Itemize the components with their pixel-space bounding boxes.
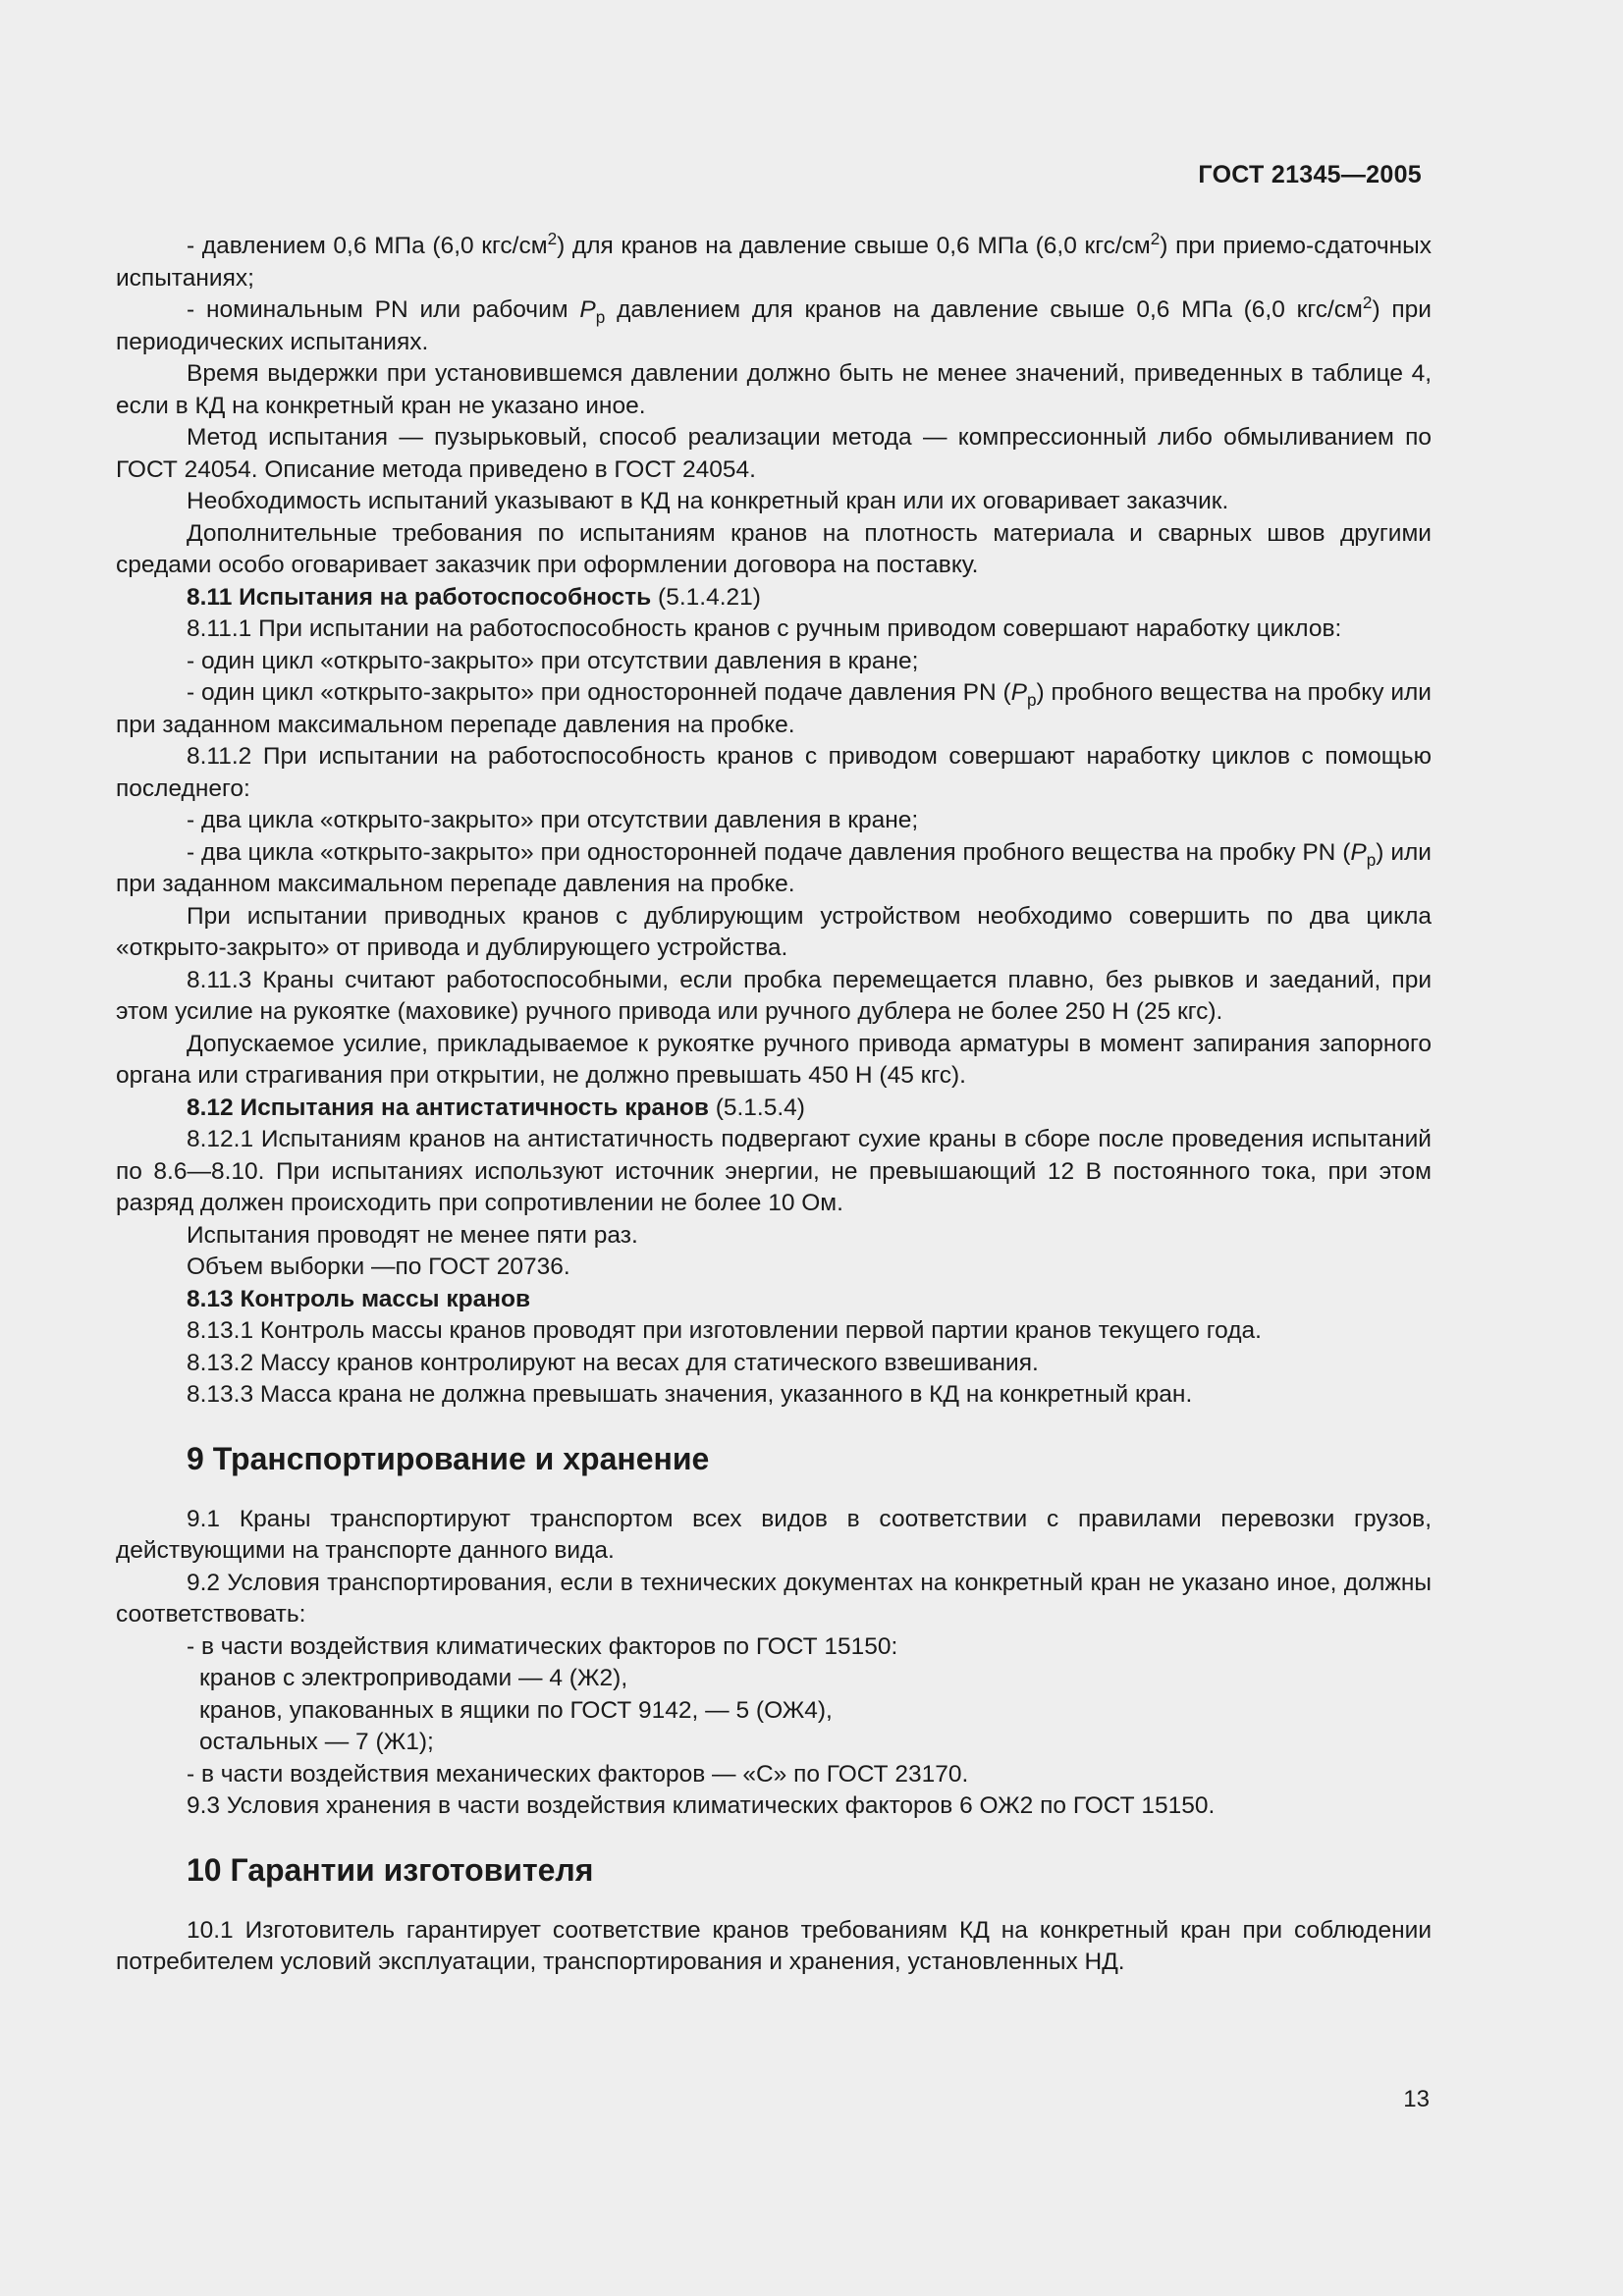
list-item: - в части воздействия механических факторов — «С» по ГОСТ 23170. — [187, 1760, 969, 1788]
paragraph: - давлением 0,6 МПа (6,0 кгс/$см^2$) для кранов на давление свыше 0,6 МПа (6,0 кгс/$см^2$) при приемо-сдаточных испытаниях; — [116, 228, 1432, 292]
paragraph: Объем выборки —по ГОСТ 20736. — [187, 1254, 570, 1280]
list-item: - один цикл «открыто-закрыто» при односторонней подаче давления PN $(P_р)$ пробного вещества на пробку или при заданном максимальном перепаде давления на пробке. — [116, 679, 1432, 738]
paragraph: Необходимость испытаний указывают в КД на конкретный кран или их оговаривает заказчик. — [187, 488, 1229, 514]
section-heading-10: 10 Гарантии изготовителя — [187, 1851, 594, 1888]
paragraph: Дополнительные требования по испытаниям кранов на плотность материала и сварных швов другими средами особо оговаривает заказчик при оформлении договора на поставку. — [116, 519, 1432, 578]
list-item: - два цикла «открыто-закрыто» при отсутствии давления в кране; — [187, 807, 919, 833]
paragraph: 8.13.3 Масса крана не должна превышать значения, указанного в КД на конкретный кран. — [187, 1381, 1193, 1408]
paragraph: 8.13.1 Контроль массы кранов проводят при изготовлении первой партии кранов текущего года. — [187, 1317, 1262, 1344]
list-item: - один цикл «открыто-закрыто» при отсутствии давления в кране; — [187, 647, 919, 674]
list-subitem: кранов с электроприводами — 4 (Ж2), — [199, 1665, 628, 1691]
paragraph: 8.11.1 При испытании на работоспособность кранов с ручным приводом совершают наработку циклов: — [187, 615, 1342, 642]
paragraph: Метод испытания — пузырьковый, способ реализации метода — компрессионный либо обмыливанием по ГОСТ 24054. Описание метода приведено в ГОСТ 24054. — [116, 424, 1432, 483]
section-heading-8-11: 8.11 Испытания на работоспособность (5.1.4.21) — [187, 583, 761, 611]
paragraph: 8.13.2 Массу кранов контролируют на весах для статического взвешивания. — [187, 1349, 1039, 1376]
paragraph: 10.1 Изготовитель гарантирует соответствие кранов требованиям КД на конкретный кран при соблюдении потребителем условий эксплуатации, транспортирования и хранения, установленных НД. — [116, 1916, 1432, 1975]
list-subitem: кранов, упакованных в ящики по ГОСТ 9142, — 5 (ОЖ4), — [199, 1696, 833, 1724]
paragraph: Испытания проводят не менее пяти раз. — [187, 1221, 638, 1249]
list-item: - в части воздействия климатических факторов по ГОСТ 15150: — [187, 1632, 898, 1660]
paragraph: 8.11.3 Краны считают работоспособными, если пробка перемещается плавно, без рывков и заеданий, при этом усилие на рукоятке (маховике) ручного привода или ручного дублера не более 250 Н (25 кгс). — [116, 966, 1432, 1025]
paragraph: 9.2 Условия транспортирования, если в технических документах на конкретный кран не указано иное, должны соответствовать: — [116, 1569, 1432, 1628]
section-heading-8-12: 8.12 Испытания на антистатичность кранов (5.1.5.4) — [187, 1094, 805, 1121]
section-heading-8-13: 8.13 Контроль массы кранов — [187, 1285, 531, 1312]
paragraph: При испытании приводных кранов с дублирующим устройством необходимо совершить по два цикла «открыто-закрыто» от привода и дублирующего устройства. — [116, 902, 1432, 961]
section-heading-9: 9 Транспортирование и хранение — [187, 1440, 710, 1476]
document-header: ГОСТ 21345—2005 — [1198, 161, 1422, 188]
list-item: - два цикла «открыто-закрыто» при односторонней подаче давления пробного вещества на пробку PN $(P_р)$ или при заданном максимальном перепаде давления на пробке. — [116, 838, 1432, 897]
paragraph: Допускаемое усилие, прикладываемое к рукоятке ручного привода арматуры в момент запирания запорного органа или страгивания при открытии, не должно превышать 450 Н (45 кгс). — [116, 1030, 1432, 1089]
paragraph: 9.1 Краны транспортируют транспортом всех видов в соответствии с правилами перевозки грузов, действующими на транспорте данного вида. — [116, 1505, 1432, 1564]
list-subitem: остальных — 7 (Ж1); — [199, 1729, 434, 1755]
paragraph: 9.3 Условия хранения в части воздействия климатических факторов 6 ОЖ2 по ГОСТ 15150. — [187, 1792, 1216, 1819]
paragraph: 8.12.1 Испытаниям кранов на антистатичность подвергают сухие краны в сборе после проведения испытаний по 8.6—8.10. При испытаниях используют источник энергии, не превышающий 12 В постоянного тока, при этом разряд должен происходить при сопротивлении не более 10 Ом. — [116, 1126, 1432, 1216]
paragraph: - номинальным PN или рабочим $P_р$ давлением для кранов на давление свыше 0,6 МПа (6,0 кгс/$см^2$) при периодических испытаниях. — [116, 292, 1432, 355]
paragraph: 8.11.2 При испытании на работоспособность кранов с приводом совершают наработку циклов с помощью последнего: — [116, 743, 1432, 802]
page-number: 13 — [1403, 2086, 1430, 2112]
document-body — [116, 228, 1432, 1979]
paragraph: Время выдержки при установившемся давлении должно быть не менее значений, приведенных в таблице 4, если в КД на конкретный кран не указано иное. — [116, 360, 1432, 419]
